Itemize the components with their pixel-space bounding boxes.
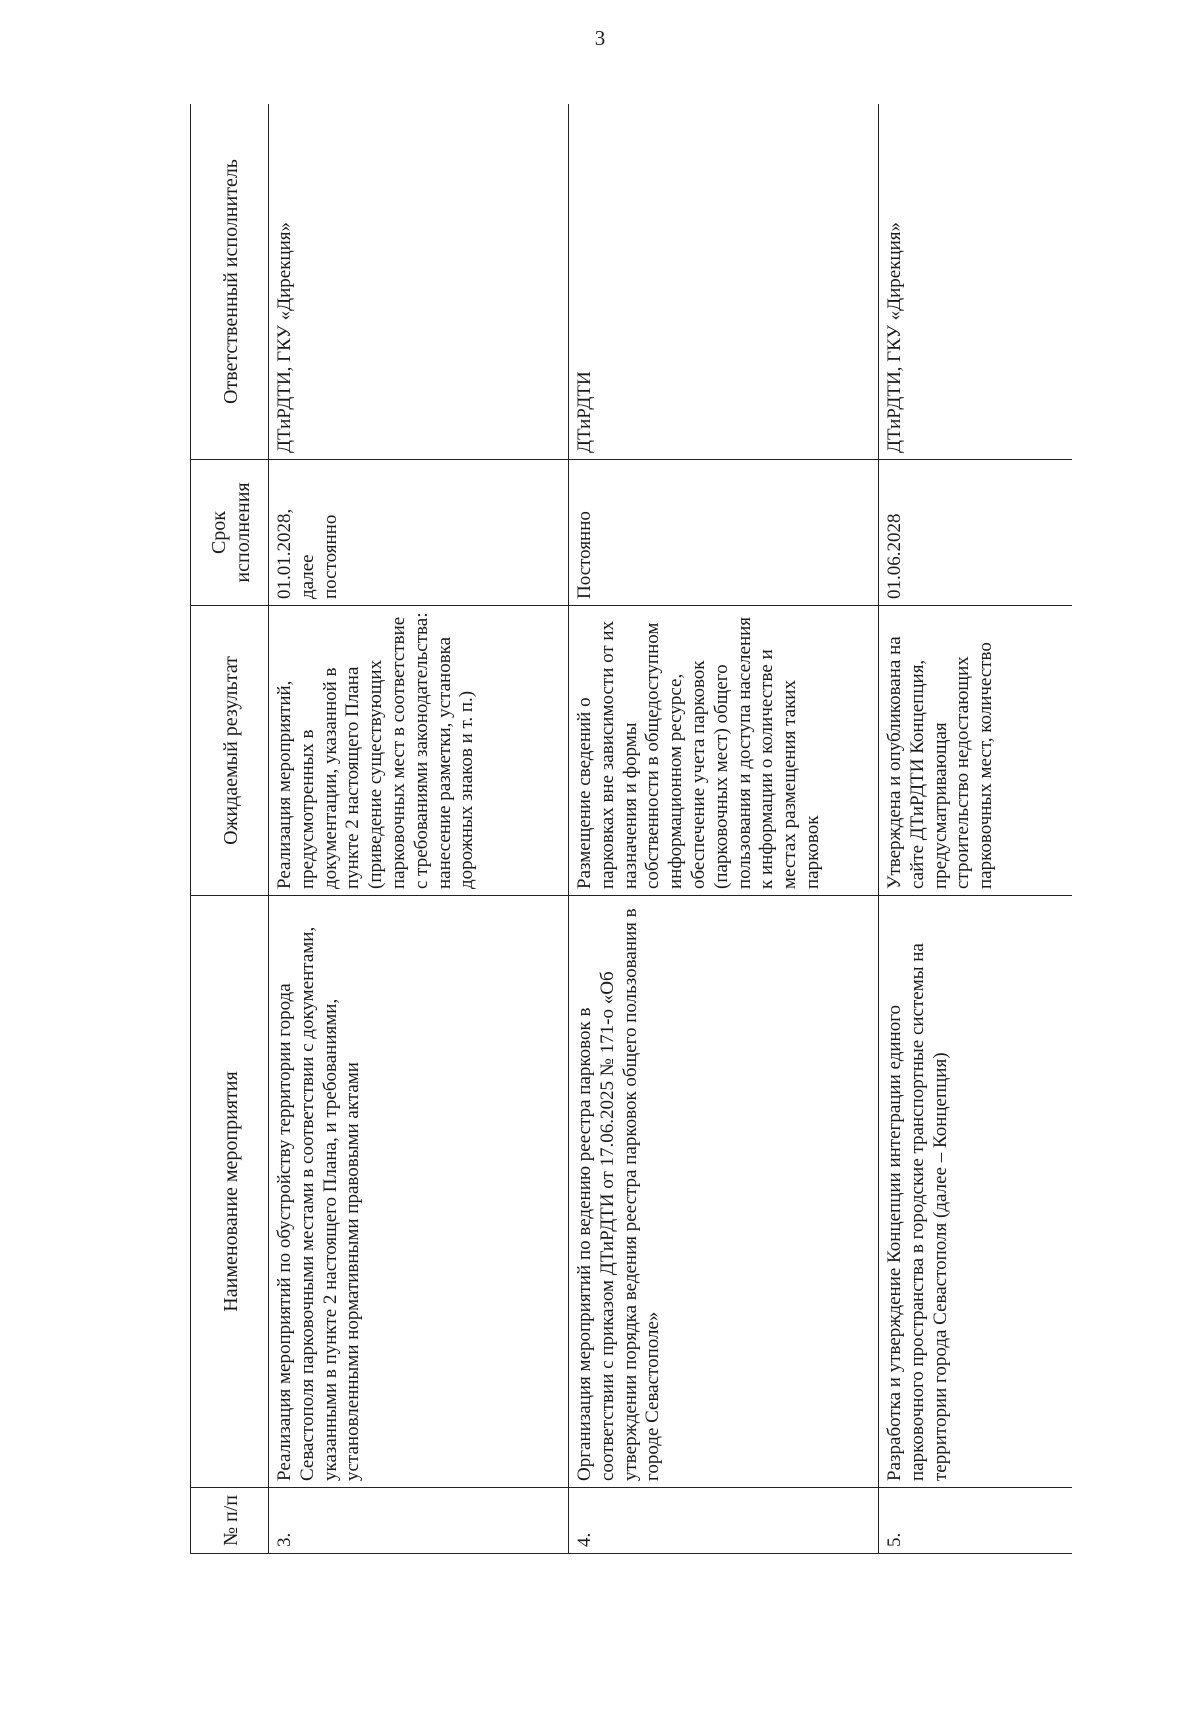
row-number: 3.: [269, 1488, 569, 1554]
table-row: [879, 104, 1073, 1554]
header-number: № п/п: [191, 1488, 269, 1554]
row-result: Реализация мероприятий, предусмотренных в документации, указанной в пункте 2 настоящего Плана (приведение существующих парковочных мест в соответствие с требованиями законодательства: нанесение разметки, установка дорожных знаков и т. п.): [269, 606, 569, 896]
row-name: Организация мероприятий по ведению реестра парковок в соответствии с приказом ДТиРДТИ от 17.06.2025 № 171-о «Об утверждении порядка ведения реестра парковок общего пользования в городе Севастополе»: [569, 896, 879, 1488]
row-number: 5.: [879, 1488, 1073, 1554]
row-number: 4.: [569, 1488, 879, 1554]
header-name: Наименование мероприятия: [191, 896, 269, 1488]
plan-table-frame: [190, 104, 1072, 1554]
plan-table-rotated: [190, 104, 1072, 1554]
table-header-row: [191, 104, 269, 1554]
row-executor: ДТиРДТИ, ГКУ «Дирекция»: [879, 104, 1073, 460]
table-row: [269, 104, 569, 1554]
header-result: Ожидаемый результат: [191, 606, 269, 896]
row-term: Постоянно: [569, 460, 879, 606]
header-term: Срок исполнения: [191, 460, 269, 606]
row-executor: ДТиРДТИ, ГКУ «Дирекция»: [269, 104, 569, 460]
row-term: 01.01.2028, далее постоянно: [269, 460, 569, 606]
row-result: Размещение сведений о парковках вне зависимости от их назначения и формы собственности в общедоступном информационном ресурсе, обеспечение учета парковок (парковочных мест) общего пользования и доступа населения к информации о количестве и местах размещения таких парковок: [569, 606, 879, 896]
header-executor: Ответственный исполнитель: [191, 104, 269, 460]
table-row: [569, 104, 879, 1554]
row-name: Разработка и утверждение Концепции интеграции единого парковочного пространства в городские транспортные системы на территории города Севастополя (далее – Концепция): [879, 896, 1073, 1488]
row-result: Утверждена и опубликована на сайте ДТиРДТИ Концепция, предусматривающая строительство недостающих парковочных мест, количество: [879, 606, 1073, 896]
row-name: Реализация мероприятий по обустройству территории города Севастополя парковочными местами в соответствии с документами, указанными в пункте 2 настоящего Плана, и требованиями, установленными нормативными правовыми актами: [269, 896, 569, 1488]
page-number: 3: [594, 26, 606, 50]
plan-table: [190, 104, 1072, 1554]
row-executor: ДТиРДТИ: [569, 104, 879, 460]
row-term: 01.06.2028: [879, 460, 1073, 606]
